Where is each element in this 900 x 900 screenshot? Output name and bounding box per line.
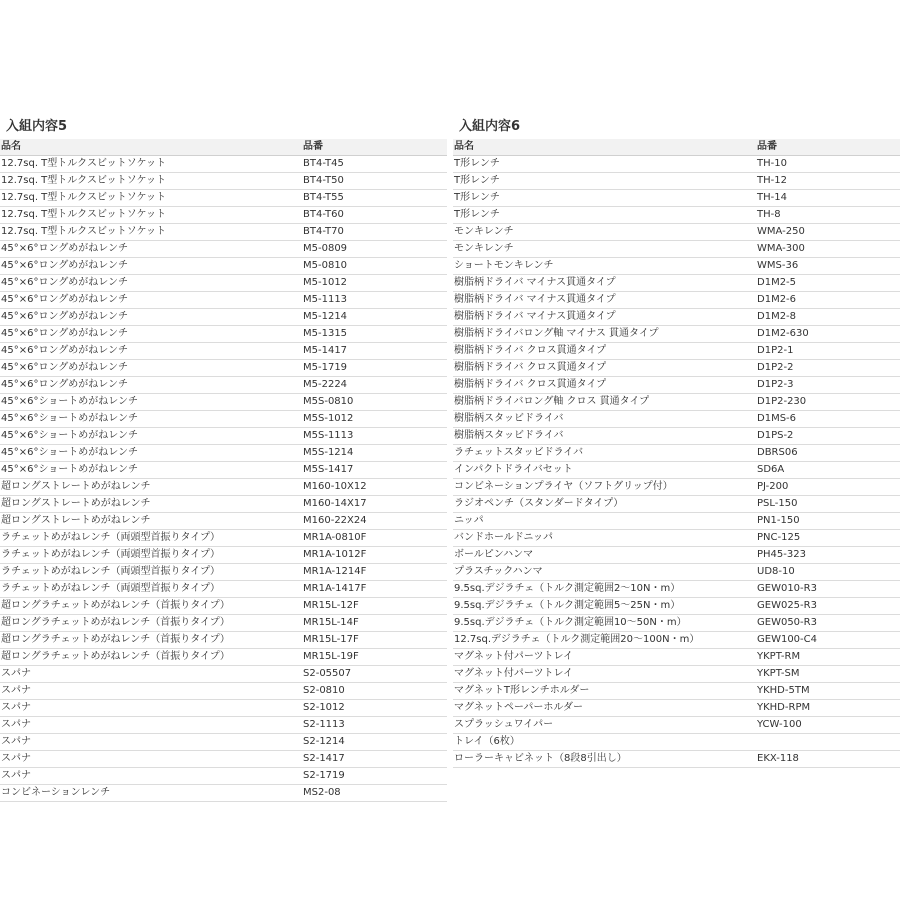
table-row — [0, 513, 447, 530]
product-name-cell: ラチェットめがねレンチ（両頭型首振りタイプ） — [0, 530, 302, 547]
product-name-cell: 樹脂柄スタッビドライバ — [453, 428, 756, 445]
table-row — [0, 530, 447, 547]
contents-6-section — [453, 116, 900, 768]
product-number-cell: S2-1113 — [302, 717, 447, 734]
table-row — [0, 734, 447, 751]
product-number-cell: D1PS-2 — [756, 428, 900, 445]
table-row — [453, 683, 900, 700]
product-number-cell: GEW050-R3 — [756, 615, 900, 632]
product-number-cell: D1P2-1 — [756, 343, 900, 360]
product-number-cell: MR1A-1012F — [302, 547, 447, 564]
product-name-cell: 45°×6°ロングめがねレンチ — [0, 292, 302, 309]
table-row — [453, 377, 900, 394]
product-number-cell: PN1-150 — [756, 513, 900, 530]
table-row — [0, 683, 447, 700]
product-name-cell: 超ロングストレートめがねレンチ — [0, 479, 302, 496]
product-name-cell: 超ロングラチェットめがねレンチ（首振りタイプ） — [0, 598, 302, 615]
table-row — [453, 462, 900, 479]
product-name-cell: マグネットペーパーホルダー — [453, 700, 756, 717]
product-name-cell: コンビネーションレンチ — [0, 785, 302, 802]
table-row — [0, 258, 447, 275]
product-name-cell: スパナ — [0, 768, 302, 785]
product-number-cell: EKX-118 — [756, 751, 900, 768]
product-name-cell: 12.7sq. T型トルクスビットソケット — [0, 190, 302, 207]
product-number-cell: MR15L-12F — [302, 598, 447, 615]
table-row — [453, 496, 900, 513]
product-name-cell: マグネットT形レンチホルダー — [453, 683, 756, 700]
product-number-cell: S2-1719 — [302, 768, 447, 785]
header-product-number: 品番 — [302, 139, 447, 156]
product-name-cell: 45°×6°ロングめがねレンチ — [0, 360, 302, 377]
product-number-cell: M5S-1113 — [302, 428, 447, 445]
table-row — [0, 190, 447, 207]
table-row — [453, 666, 900, 683]
product-number-cell: PH45-323 — [756, 547, 900, 564]
contents-5-section — [0, 116, 447, 802]
product-number-cell: YCW-100 — [756, 717, 900, 734]
product-name-cell: 45°×6°ショートめがねレンチ — [0, 445, 302, 462]
product-number-cell: DBRS06 — [756, 445, 900, 462]
table-row — [453, 598, 900, 615]
table-row — [453, 581, 900, 598]
table-row — [453, 275, 900, 292]
product-name-cell: 樹脂柄ドライバ クロス貫通タイプ — [453, 360, 756, 377]
table-row — [453, 156, 900, 173]
product-number-cell: PNC-125 — [756, 530, 900, 547]
contents-6-title: 入組内容6 — [459, 119, 521, 134]
product-name-cell: 樹脂柄ドライバ マイナス貫通タイプ — [453, 292, 756, 309]
table-row — [453, 224, 900, 241]
product-number-cell: M5-0809 — [302, 241, 447, 258]
product-number-cell: M5-1719 — [302, 360, 447, 377]
product-number-cell: M5-0810 — [302, 258, 447, 275]
table-row — [0, 275, 447, 292]
product-name-cell: マグネット付パーツトレイ — [453, 666, 756, 683]
table-row — [0, 445, 447, 462]
product-number-cell: BT4-T60 — [302, 207, 447, 224]
product-number-cell: MR1A-1417F — [302, 581, 447, 598]
product-number-cell: BT4-T50 — [302, 173, 447, 190]
product-number-cell: TH-14 — [756, 190, 900, 207]
product-name-cell: T形レンチ — [453, 173, 756, 190]
contents-5-rows — [0, 156, 447, 802]
table-row — [0, 700, 447, 717]
table-row — [0, 717, 447, 734]
product-name-cell: ラチェットめがねレンチ（両頭型首振りタイプ） — [0, 547, 302, 564]
product-name-cell: 樹脂柄ドライバ マイナス貫通タイプ — [453, 309, 756, 326]
product-number-cell: D1M2-630 — [756, 326, 900, 343]
product-name-cell: 12.7sq. T型トルクスビットソケット — [0, 224, 302, 241]
table-row — [453, 428, 900, 445]
product-name-cell: 45°×6°ロングめがねレンチ — [0, 241, 302, 258]
product-name-cell: モンキレンチ — [453, 224, 756, 241]
product-number-cell: YKHD-RPM — [756, 700, 900, 717]
product-number-cell: D1P2-3 — [756, 377, 900, 394]
product-number-cell: M160-22X24 — [302, 513, 447, 530]
product-name-cell: バンドホールドニッパ — [453, 530, 756, 547]
table-row — [0, 326, 447, 343]
product-number-cell: MR15L-14F — [302, 615, 447, 632]
table-row — [0, 479, 447, 496]
contents-6-rows — [453, 156, 900, 768]
product-number-cell: PSL-150 — [756, 496, 900, 513]
product-name-cell: 樹脂柄ドライバ クロス貫通タイプ — [453, 343, 756, 360]
product-name-cell: 超ロングラチェットめがねレンチ（首振りタイプ） — [0, 649, 302, 666]
product-number-cell: S2-1417 — [302, 751, 447, 768]
product-number-cell: TH-8 — [756, 207, 900, 224]
product-name-cell: 12.7sq.デジラチェ（トルク測定範囲20～100N・m） — [453, 632, 756, 649]
product-name-cell: スパナ — [0, 751, 302, 768]
table-row — [453, 292, 900, 309]
table-header-row — [0, 139, 447, 156]
product-number-cell: S2-1214 — [302, 734, 447, 751]
product-number-cell: GEW025-R3 — [756, 598, 900, 615]
table-row — [453, 649, 900, 666]
product-name-cell: 超ロングストレートめがねレンチ — [0, 496, 302, 513]
product-name-cell: スパナ — [0, 666, 302, 683]
contents-5-title: 入組内容5 — [6, 119, 68, 134]
product-number-cell: M5S-1417 — [302, 462, 447, 479]
table-row — [0, 394, 447, 411]
table-row — [0, 309, 447, 326]
product-number-cell: S2-05507 — [302, 666, 447, 683]
table-row — [453, 190, 900, 207]
product-name-cell: トレイ（6枚） — [453, 734, 756, 751]
product-name-cell: 45°×6°ロングめがねレンチ — [0, 326, 302, 343]
table-row — [453, 530, 900, 547]
product-number-cell: MS2-08 — [302, 785, 447, 802]
table-row — [453, 360, 900, 377]
product-number-cell: M5-1113 — [302, 292, 447, 309]
product-number-cell: D1P2-2 — [756, 360, 900, 377]
table-row — [0, 207, 447, 224]
product-number-cell: SD6A — [756, 462, 900, 479]
table-row — [0, 564, 447, 581]
product-name-cell: スプラッシュワイパー — [453, 717, 756, 734]
product-name-cell: プラスチックハンマ — [453, 564, 756, 581]
table-row — [0, 156, 447, 173]
product-number-cell: YKHD-5TM — [756, 683, 900, 700]
product-number-cell: MR15L-17F — [302, 632, 447, 649]
product-number-cell: M5-1214 — [302, 309, 447, 326]
product-number-cell: M5S-1012 — [302, 411, 447, 428]
table-row — [0, 768, 447, 785]
header-product-name: 品名 — [453, 139, 756, 156]
table-row — [453, 411, 900, 428]
table-row — [453, 564, 900, 581]
product-number-cell: M5S-1214 — [302, 445, 447, 462]
product-name-cell: ラチェットめがねレンチ（両頭型首振りタイプ） — [0, 581, 302, 598]
product-name-cell: スパナ — [0, 717, 302, 734]
product-number-cell: BT4-T45 — [302, 156, 447, 173]
product-name-cell: T形レンチ — [453, 156, 756, 173]
table-row — [453, 258, 900, 275]
product-name-cell: 樹脂柄ドライバロング軸 クロス 貫通タイプ — [453, 394, 756, 411]
product-number-cell: YKPT-SM — [756, 666, 900, 683]
table-row — [0, 428, 447, 445]
table-row — [453, 445, 900, 462]
product-number-cell: PJ-200 — [756, 479, 900, 496]
product-number-cell: M5-2224 — [302, 377, 447, 394]
table-row — [0, 411, 447, 428]
product-name-cell: 樹脂柄ドライバ マイナス貫通タイプ — [453, 275, 756, 292]
product-name-cell: 45°×6°ショートめがねレンチ — [0, 411, 302, 428]
table-row — [453, 547, 900, 564]
product-name-cell: 12.7sq. T型トルクスビットソケット — [0, 173, 302, 190]
product-name-cell: スパナ — [0, 734, 302, 751]
product-number-cell — [756, 734, 900, 751]
table-row — [453, 173, 900, 190]
product-name-cell: 45°×6°ロングめがねレンチ — [0, 309, 302, 326]
product-number-cell: D1MS-6 — [756, 411, 900, 428]
product-number-cell: M5-1012 — [302, 275, 447, 292]
product-name-cell: 45°×6°ロングめがねレンチ — [0, 377, 302, 394]
product-number-cell: BT4-T70 — [302, 224, 447, 241]
table-row — [453, 734, 900, 751]
product-number-cell: UD8-10 — [756, 564, 900, 581]
product-number-cell: BT4-T55 — [302, 190, 447, 207]
product-name-cell: 樹脂柄ドライバ クロス貫通タイプ — [453, 377, 756, 394]
product-number-cell: MR1A-1214F — [302, 564, 447, 581]
contents-5-table — [0, 139, 447, 802]
table-row — [0, 496, 447, 513]
product-name-cell: 45°×6°ロングめがねレンチ — [0, 343, 302, 360]
product-name-cell: ラチェットめがねレンチ（両頭型首振りタイプ） — [0, 564, 302, 581]
product-number-cell: WMS-36 — [756, 258, 900, 275]
product-number-cell: S2-0810 — [302, 683, 447, 700]
table-row — [453, 326, 900, 343]
product-name-cell: ニッパ — [453, 513, 756, 530]
product-name-cell: 12.7sq. T型トルクスビットソケット — [0, 156, 302, 173]
product-number-cell: M5-1315 — [302, 326, 447, 343]
product-number-cell: M160-14X17 — [302, 496, 447, 513]
table-row — [0, 343, 447, 360]
table-row — [453, 241, 900, 258]
product-number-cell: TH-12 — [756, 173, 900, 190]
product-number-cell: D1M2-5 — [756, 275, 900, 292]
product-number-cell: YKPT-RM — [756, 649, 900, 666]
table-row — [0, 547, 447, 564]
product-name-cell: ローラーキャビネット（8段8引出し） — [453, 751, 756, 768]
product-name-cell: ボールピンハンマ — [453, 547, 756, 564]
product-name-cell: 45°×6°ロングめがねレンチ — [0, 258, 302, 275]
product-name-cell: ラチェットスタッビドライバ — [453, 445, 756, 462]
contents-6-table — [453, 139, 900, 768]
table-row — [453, 717, 900, 734]
product-number-cell: M160-10X12 — [302, 479, 447, 496]
product-number-cell: D1P2-230 — [756, 394, 900, 411]
table-row — [453, 700, 900, 717]
table-row — [0, 462, 447, 479]
product-name-cell: マグネット付パーツトレイ — [453, 649, 756, 666]
header-product-name: 品名 — [0, 139, 302, 156]
product-name-cell: スパナ — [0, 683, 302, 700]
table-row — [453, 207, 900, 224]
table-row — [453, 632, 900, 649]
table-row — [453, 479, 900, 496]
product-number-cell: D1M2-6 — [756, 292, 900, 309]
product-name-cell: 12.7sq. T型トルクスビットソケット — [0, 207, 302, 224]
product-number-cell: D1M2-8 — [756, 309, 900, 326]
product-name-cell: 超ロングストレートめがねレンチ — [0, 513, 302, 530]
table-row — [0, 615, 447, 632]
product-number-cell: GEW100-C4 — [756, 632, 900, 649]
table-row — [453, 751, 900, 768]
table-row — [453, 309, 900, 326]
table-row — [0, 173, 447, 190]
product-number-cell: M5-1417 — [302, 343, 447, 360]
product-name-cell: T形レンチ — [453, 207, 756, 224]
product-name-cell: 超ロングラチェットめがねレンチ（首振りタイプ） — [0, 632, 302, 649]
product-number-cell: S2-1012 — [302, 700, 447, 717]
product-number-cell: MR1A-0810F — [302, 530, 447, 547]
product-name-cell: ショートモンキレンチ — [453, 258, 756, 275]
product-name-cell: 樹脂柄ドライバロング軸 マイナス 貫通タイプ — [453, 326, 756, 343]
product-name-cell: 45°×6°ショートめがねレンチ — [0, 462, 302, 479]
table-row — [0, 360, 447, 377]
product-name-cell: ラジオペンチ（スタンダードタイプ） — [453, 496, 756, 513]
product-number-cell: TH-10 — [756, 156, 900, 173]
table-row — [0, 785, 447, 802]
product-number-cell: WMA-300 — [756, 241, 900, 258]
product-name-cell: T形レンチ — [453, 190, 756, 207]
table-row — [0, 666, 447, 683]
table-row — [0, 649, 447, 666]
table-row — [0, 224, 447, 241]
product-name-cell: 9.5sq.デジラチェ（トルク測定範囲2～10N・m） — [453, 581, 756, 598]
table-row — [0, 598, 447, 615]
table-row — [0, 581, 447, 598]
header-product-number: 品番 — [756, 139, 900, 156]
product-name-cell: 45°×6°ロングめがねレンチ — [0, 275, 302, 292]
table-row — [453, 615, 900, 632]
table-row — [0, 751, 447, 768]
product-number-cell: WMA-250 — [756, 224, 900, 241]
product-name-cell: コンビネーションプライヤ（ソフトグリップ付） — [453, 479, 756, 496]
table-row — [453, 343, 900, 360]
product-name-cell: 9.5sq.デジラチェ（トルク測定範囲5～25N・m） — [453, 598, 756, 615]
product-name-cell: 45°×6°ショートめがねレンチ — [0, 394, 302, 411]
table-row — [453, 513, 900, 530]
table-row — [0, 292, 447, 309]
product-number-cell: MR15L-19F — [302, 649, 447, 666]
product-name-cell: スパナ — [0, 700, 302, 717]
product-number-cell: M5S-0810 — [302, 394, 447, 411]
table-row — [0, 241, 447, 258]
table-row — [453, 394, 900, 411]
product-number-cell: GEW010-R3 — [756, 581, 900, 598]
product-name-cell: 超ロングラチェットめがねレンチ（首振りタイプ） — [0, 615, 302, 632]
table-row — [0, 377, 447, 394]
product-name-cell: モンキレンチ — [453, 241, 756, 258]
product-name-cell: インパクトドライバセット — [453, 462, 756, 479]
product-name-cell: 樹脂柄スタッビドライバ — [453, 411, 756, 428]
table-row — [0, 632, 447, 649]
product-name-cell: 45°×6°ショートめがねレンチ — [0, 428, 302, 445]
table-header-row — [453, 139, 900, 156]
product-name-cell: 9.5sq.デジラチェ（トルク測定範囲10～50N・m） — [453, 615, 756, 632]
